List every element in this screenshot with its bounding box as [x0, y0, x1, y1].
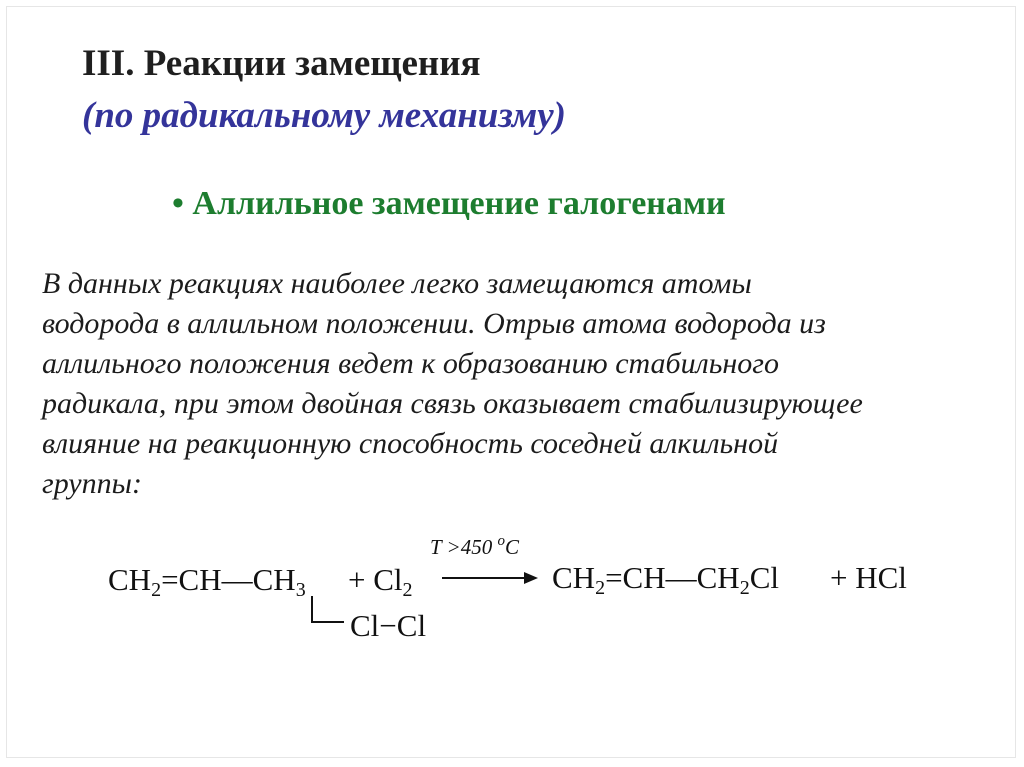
condition-text: T >450: [430, 535, 498, 559]
formula-subscript: 2: [151, 579, 162, 601]
formula-part: CH: [696, 560, 740, 595]
formula-part: Cl: [373, 562, 403, 597]
reagent-chlorine: [348, 562, 413, 601]
degree-symbol: o: [497, 533, 505, 549]
paragraph-line: водорода в аллильном положении. Отрыв атома водорода из: [42, 307, 826, 340]
reaction-arrow-icon: [440, 568, 540, 588]
bond-cleavage-bracket-icon: [300, 594, 350, 628]
condition-unit: C: [504, 535, 519, 559]
formula-subscript: 2: [402, 579, 413, 601]
formula-part: CH: [552, 560, 596, 595]
reactant-propene: [108, 562, 306, 601]
formula-subscript: 2: [739, 577, 750, 599]
description-paragraph: [42, 264, 992, 504]
formula-part: CH: [108, 562, 152, 597]
reaction-condition: [430, 535, 519, 560]
slide-title: III. Реакции замещения: [82, 43, 481, 84]
byproduct-hcl: [830, 560, 907, 596]
paragraph-line: радикала, при этом двойная связь оказывает стабилизирующее: [42, 387, 863, 420]
product-allyl-chloride: [552, 560, 779, 599]
formula-part: HCl: [855, 560, 907, 595]
single-bond: —: [221, 562, 253, 597]
paragraph-line: аллильного положения ведет к образованию стабильного: [42, 347, 779, 380]
plus-sign: +: [830, 560, 848, 595]
slide-subtitle: (по радикальному механизму): [82, 95, 566, 136]
paragraph-line: влияние на реакционную способность соседней алкильной: [42, 427, 779, 460]
chlorine-molecule: Cl−Cl: [350, 608, 427, 643]
formula-part: Cl: [749, 560, 779, 595]
formula-part: =CH: [161, 562, 222, 597]
paragraph-line: В данных реакциях наиболее легко замещаются атомы: [42, 267, 752, 300]
formula-part: =CH: [605, 560, 666, 595]
formula-subscript: 3: [295, 579, 306, 601]
formula-subscript: 2: [595, 577, 606, 599]
single-bond: —: [665, 560, 697, 595]
formula-part: CH: [252, 562, 296, 597]
plus-sign: +: [348, 562, 366, 597]
bullet-heading: • Аллильное замещение галогенами: [172, 185, 726, 222]
paragraph-line: группы:: [42, 467, 142, 500]
